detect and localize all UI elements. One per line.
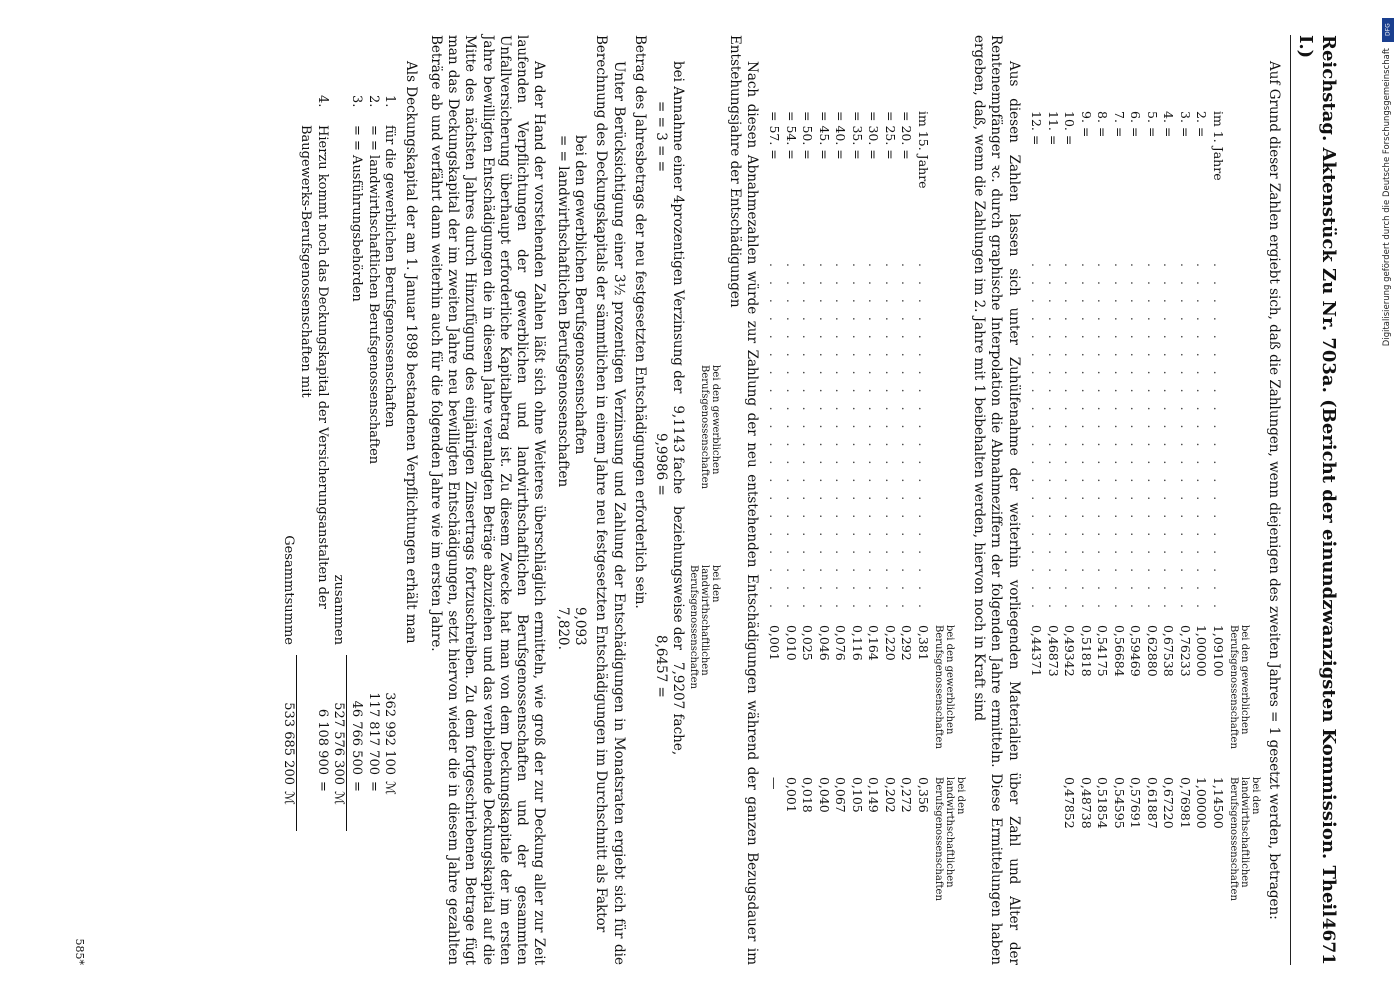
value-landwirthschaftlich: 0,272 — [899, 776, 915, 813]
table-row — [848, 105, 865, 923]
value-landwirthschaftlich: 0,76981 — [1177, 776, 1193, 829]
dfg-sidebar — [1381, 8, 1395, 992]
leader-dots: . . . . . . . . . . . . . . . . . . . . — [816, 263, 832, 613]
intro-paragraph: Auf Grund dieser Zahlen ergiebt sich, daß die Zahlungen, wenn diejenigen des zweiten Jahres = 1 gesetzt werden, betragen: — [1265, 61, 1282, 920]
value-landwirthschaftlich: 0,54595 — [1111, 776, 1127, 829]
leader-dots: . . . . . . . . . . . . . . . . . . . . — [1062, 263, 1078, 613]
summary-number: 1. — [382, 95, 398, 108]
running-header — [1290, 35, 1340, 965]
paragraph-interpolation: Aus diesen Zahlen lassen sich unter Zuhülfenahme der weiterhin vorliegenden Materialien über Zahl und Alter der Rentenempfänger ꝛc. durch graphische Interpolation die Abnahmeziffern der folgenden Jahre ermitteln. Diese Ermittelungen haben ergeben, daß, wenn die Zahlungen im 2. Jahre mit 1 beibehalten werden, hiervon noch in Kraft sind — [971, 35, 1022, 965]
document-page — [73, 35, 1340, 965]
table-row — [1143, 105, 1160, 923]
leader-dots: . . . . . . . . . . . . . . . . . . . . — [899, 263, 915, 613]
page-number: 4671 — [1318, 917, 1338, 965]
subtotal-unit: ℳ — [330, 785, 348, 831]
table3-header — [688, 365, 721, 965]
leader-dots: . . . . . . . . . . . . . . . . . . . . — [1210, 263, 1226, 613]
value-landwirthschaftlich: 0,149 — [866, 776, 882, 813]
value-landwirthschaftlich: 0,51854 — [1095, 776, 1111, 829]
table1-col2-header: bei den landwirthschaftlichen Berufsgenossenschaften — [1227, 776, 1261, 901]
table-row — [865, 105, 882, 923]
total-amount: 533 685 200 — [279, 655, 297, 785]
factor-row — [553, 135, 570, 965]
leader-dots: . . . . . . . . . . . . . . . . . . . . — [1029, 263, 1045, 613]
value-gewerblich: 0,046 — [816, 624, 832, 661]
value-gewerblich: 0,001 — [767, 624, 783, 661]
leader-dots: . . . . . . . . . . . . . . . . . . . . — [833, 263, 849, 613]
table-row — [782, 105, 799, 923]
leader-dots: . . . . . . . . . . . . . . . . . . . . — [1111, 263, 1127, 613]
summary-number: 2. — [365, 95, 381, 108]
table-row — [1127, 105, 1144, 923]
summary-number: 3. — [349, 95, 365, 108]
summary-unit: = — [314, 781, 330, 792]
value-gewerblich: 0,76233 — [1177, 624, 1193, 677]
value-landwirthschaftlich: 0,105 — [849, 776, 865, 813]
summary-amount: 46 766 500 — [349, 700, 365, 775]
value-gewerblich: 0,025 — [800, 624, 816, 661]
factor-row — [571, 135, 588, 965]
table-row — [1044, 105, 1061, 923]
table3-row2-value-b: 8,6457 = — [653, 635, 670, 698]
leader-dots: . . . . . . . . . . . . . . . . . . . . — [1045, 263, 1061, 613]
row-label: = 35. = — [849, 111, 865, 160]
summary-unit: = — [349, 781, 365, 792]
leader-dots: . . . . . . . . . . . . . . . . . . . . — [800, 263, 816, 613]
subtotal-amount: 527 576 300 — [330, 655, 348, 785]
factor-value: 9,093 — [572, 607, 589, 646]
value-gewerblich: 0,292 — [899, 624, 915, 661]
dfg-logo: DFG — [1382, 18, 1394, 42]
table3-row1-label: bei Annahme einer 4prozentigen Verzinsung der — [670, 61, 687, 394]
table3-row1-value-b: 7,9207 fache, — [670, 662, 687, 756]
value-landwirthschaftlich: 0,48738 — [1078, 776, 1094, 829]
table-row — [898, 105, 915, 923]
table-row — [1077, 105, 1094, 923]
value-gewerblich: 0,220 — [882, 624, 898, 661]
leader-dots: . . . . . . . . . . . . . . . . . . . . — [849, 263, 865, 613]
leader-dots: . . . . . . . . . . . . . . . . . . . . — [1095, 263, 1111, 613]
summary-number: 4. — [314, 95, 330, 108]
table2-body — [766, 105, 931, 923]
row-label: 2. = — [1194, 111, 1210, 138]
table-row — [914, 105, 931, 923]
summary-text: = = Ausführungsbehörden — [349, 125, 365, 302]
row-label: 4. = — [1161, 111, 1177, 138]
value-gewerblich: 0,59469 — [1128, 624, 1144, 677]
summary-total-row — [279, 95, 297, 965]
table-row — [1110, 105, 1127, 923]
value-gewerblich: 0,381 — [915, 624, 931, 661]
subtotal-label: zusammen — [331, 574, 347, 645]
summary-row — [381, 95, 398, 965]
leader-dots: . . . . . . . . . . . . . . . . . . . . — [1128, 263, 1144, 613]
value-landwirthschaftlich: 0,018 — [800, 776, 816, 813]
value-gewerblich: 1,00000 — [1194, 624, 1210, 677]
leader-dots: . . . . . . . . . . . . . . . . . . . . — [1161, 263, 1177, 613]
summary-row — [364, 95, 381, 965]
leader-dots: . . . . . . . . . . . . . . . . . . . . — [783, 263, 799, 613]
table-row — [881, 105, 898, 923]
value-gewerblich: 0,49342 — [1062, 624, 1078, 677]
factor-label: = = landwirthschaftlichen Berufsgenossenschaften — [554, 135, 571, 488]
value-landwirthschaftlich: 0,356 — [915, 776, 931, 813]
table3-row1-mid: beziehungsweise der — [670, 506, 687, 651]
row-label: 12. = — [1029, 111, 1045, 146]
table-row — [815, 105, 832, 923]
value-gewerblich: 0,56684 — [1111, 624, 1127, 677]
value-landwirthschaftlich: 0,040 — [816, 776, 832, 813]
summary-row — [347, 95, 364, 965]
table-row — [1061, 105, 1078, 923]
table3-row2-value-a: 9,9986 = — [653, 433, 670, 496]
row-label: = 40. = — [833, 111, 849, 160]
table2-col1-header: bei den gewerblichen Berufsgenossenschaften — [932, 624, 955, 749]
value-gewerblich: 0,44371 — [1029, 624, 1045, 677]
table-row — [832, 105, 849, 923]
value-landwirthschaftlich: 0,67220 — [1161, 776, 1177, 829]
value-gewerblich: 0,116 — [849, 624, 865, 661]
table-row — [1176, 105, 1193, 923]
table-row — [1094, 105, 1111, 923]
paragraph-abnahmezahlen: Nach diesen Abnahmezahlen würde zur Zahlung der neu entstehenden Entschädigungen während der ganzen Bezugsdauer im Entstehungsjahre der Entschädigungen — [726, 35, 760, 965]
row-label: = 50. = — [800, 111, 816, 160]
paragraph-verzinsung: Unter Berücksichtigung einer 3½ prozentigen Verzinsung und Zahlung der Entschädigungen in Monatsraten ergiebt sich für die Berechnung des Deckungskapitals der sämmtlichen in einem Jahre neu festgesetzten Entschädigungen im Durchschnitt als Faktor — [593, 35, 627, 965]
table3-col1-header: bei den gewerblichen Berufsgenossenschaften — [699, 365, 722, 489]
table-row — [1193, 105, 1210, 923]
summary-subtotal-row — [330, 95, 348, 965]
table1-body — [1028, 105, 1226, 923]
value-landwirthschaftlich: 0,067 — [833, 776, 849, 813]
row-label: 7. = — [1111, 111, 1127, 138]
leader-dots: . . . . . . . . . . . . . . . . . . . . — [1144, 263, 1160, 613]
footnote-mark: 585* — [73, 938, 87, 965]
row-label: = 20. = — [899, 111, 915, 160]
value-landwirthschaftlich: 1,00000 — [1194, 776, 1210, 829]
leader-dots: . . . . . . . . . . . . . . . . . . . . — [882, 263, 898, 613]
leader-dots: . . . . . . . . . . . . . . . . . . . . — [1078, 263, 1094, 613]
row-label: 6. = — [1128, 111, 1144, 138]
table2-col2-header: bei den landwirthschaftlichen Berufsgenossenschaften — [932, 776, 966, 901]
total-unit: ℳ — [279, 785, 297, 831]
row-label: = 25. = — [882, 111, 898, 160]
value-gewerblich: 0,076 — [833, 624, 849, 661]
table-payments-ratio — [1028, 105, 1261, 923]
paragraph-januar-1898: Als Deckungskapital der am 1. Januar 1898 bestandenen Verpflichtungen erhält man — [402, 61, 419, 644]
value-gewerblich: 0,010 — [783, 624, 799, 661]
value-landwirthschaftlich: — — [767, 776, 783, 790]
total-label: Gesammtsumme — [280, 535, 296, 645]
value-gewerblich: 0,62880 — [1144, 624, 1160, 677]
table-row — [1209, 105, 1226, 923]
value-landwirthschaftlich — [1028, 771, 1045, 923]
row-label: 8. = — [1095, 111, 1111, 138]
table-row — [799, 105, 816, 923]
summary-amount: 362 992 100 — [382, 692, 398, 775]
row-label: 11. = — [1045, 111, 1061, 146]
summary-amount: 117 817 700 — [365, 692, 381, 775]
value-gewerblich: 0,67538 — [1161, 624, 1177, 677]
value-landwirthschaftlich — [1044, 771, 1061, 923]
value-landwirthschaftlich: 0,202 — [882, 776, 898, 813]
row-label: = 30. = — [866, 111, 882, 160]
row-label: 5. = — [1144, 111, 1160, 138]
summary-text: Hierzu kommt noch das Deckungskapital der Versicherungsanstalten der Baugewerks-Berufsgenossenschaften mit — [298, 125, 330, 609]
table3-row2-label: = = 3 = = — [653, 101, 670, 173]
leader-dots: . . . . . . . . . . . . . . . . . . . . — [1194, 263, 1210, 613]
deckungskapital-summary — [279, 95, 397, 965]
row-label: im 15. Jahre — [915, 111, 931, 189]
row-label: im 1. Jahre — [1210, 111, 1226, 181]
summary-unit: ℳ — [382, 781, 398, 795]
leader-dots: . . . . . . . . . . . . . . . . . . . . — [767, 263, 783, 613]
table3-col2-header: bei den landwirthschaftlichen Berufsgenossenschaften — [688, 565, 722, 689]
table-row — [1160, 105, 1177, 923]
row-label: 10. = — [1062, 111, 1078, 146]
leader-dots: . . . . . . . . . . . . . . . . . . . . — [1177, 263, 1193, 613]
summary-text: für die gewerblichen Berufsgenossenschaften — [382, 125, 398, 428]
value-landwirthschaftlich: 0,001 — [783, 776, 799, 813]
factor-value: 7,820. — [554, 607, 571, 650]
value-gewerblich: 0,164 — [866, 624, 882, 661]
table-row — [766, 105, 783, 923]
value-landwirthschaftlich: 0,61887 — [1144, 776, 1160, 829]
summary-amount: 6 108 900 — [314, 708, 330, 775]
row-label: 3. = — [1177, 111, 1193, 138]
table-remaining-ratio — [766, 105, 966, 923]
table3-row-4pct — [669, 35, 686, 965]
row-label: = 45. = — [816, 111, 832, 160]
table-row — [1028, 105, 1045, 923]
value-landwirthschaftlich: 0,57691 — [1128, 776, 1144, 829]
header-title: Reichstag. Aktenstück Zu Nr. 703a. (Bericht der einundzwanzigsten Kommission. Theil I.) — [1294, 35, 1339, 918]
value-landwirthschaftlich: 0,47852 — [1062, 776, 1078, 829]
table3-row1-value-a: 9,1143 fache — [670, 405, 687, 495]
leader-dots: . . . . . . . . . . . . . . . . . . . . — [915, 263, 931, 613]
table3-row-3pct — [652, 35, 669, 965]
summary-text: = = landwirthschaftlichen Berufsgenossenschaften — [365, 125, 381, 465]
paragraph-jahresbetrag: Betrag des Jahresbetrags der neu festgesetzten Entschädigungen erforderlich sein. — [631, 35, 648, 609]
leader-dots: . . . . . . . . . . . . . . . . . . . . — [866, 263, 882, 613]
value-gewerblich: 0,51818 — [1078, 624, 1094, 677]
row-label: 9. = — [1078, 111, 1094, 138]
dfg-credit-text: Digitalisierung gefördert durch die Deutsche Forschungsgemeinschaft — [1382, 48, 1392, 347]
value-landwirthschaftlich: 1,14500 — [1210, 776, 1226, 829]
row-label: = 54. = — [783, 111, 799, 160]
value-gewerblich: 0,46873 — [1045, 624, 1061, 677]
factor-label: bei den gewerblichen Berufsgenossenschaften — [572, 135, 589, 455]
factor-list — [553, 135, 588, 965]
summary-row-4 — [297, 95, 330, 965]
paragraph-deckungskapital: An der Hand der vorstehenden Zahlen läßt sich ohne Weiteres überschläglich ermitteln, wie groß der zur Deckung aller zur Zeit laufenden Verpflichtungen der gewerblichen und landwirthschaftlichen Berufsgenossenschaften und der gesammten Unfallversicherung überhaupt erforderliche Kapitalbetrag ist. Zu diesem Zwecke hat man von dem Deckungskapitale der im ersten Jahre bewilligten Entschädigungen die in diesem Jahre veranlagten Beträge abzuziehen und das verbleibende Deckungskapital auf die Mitte des nächsten Jahres durch Hinzufügung des einjährigen Zinsertrags fortzuschreiben. Zu dem fortgeschriebenen Betrage fügt man das Deckungskapital der im zweiten Jahre neu bewilligten Entschädigungen, setzt hiervon wieder die in diesem Jahre gezahlten Beträge ab und verfährt dann weiterhin auch für die folgenden Jahre wie im ersten Jahre. — [427, 35, 548, 965]
value-gewerblich: 0,54175 — [1095, 624, 1111, 677]
table1-col1-header: bei den gewerblichen Berufsgenossenschaften — [1227, 624, 1250, 749]
summary-unit: = — [365, 781, 381, 792]
value-gewerblich: 1,09100 — [1210, 624, 1226, 677]
row-label: = 57. = — [767, 111, 783, 160]
